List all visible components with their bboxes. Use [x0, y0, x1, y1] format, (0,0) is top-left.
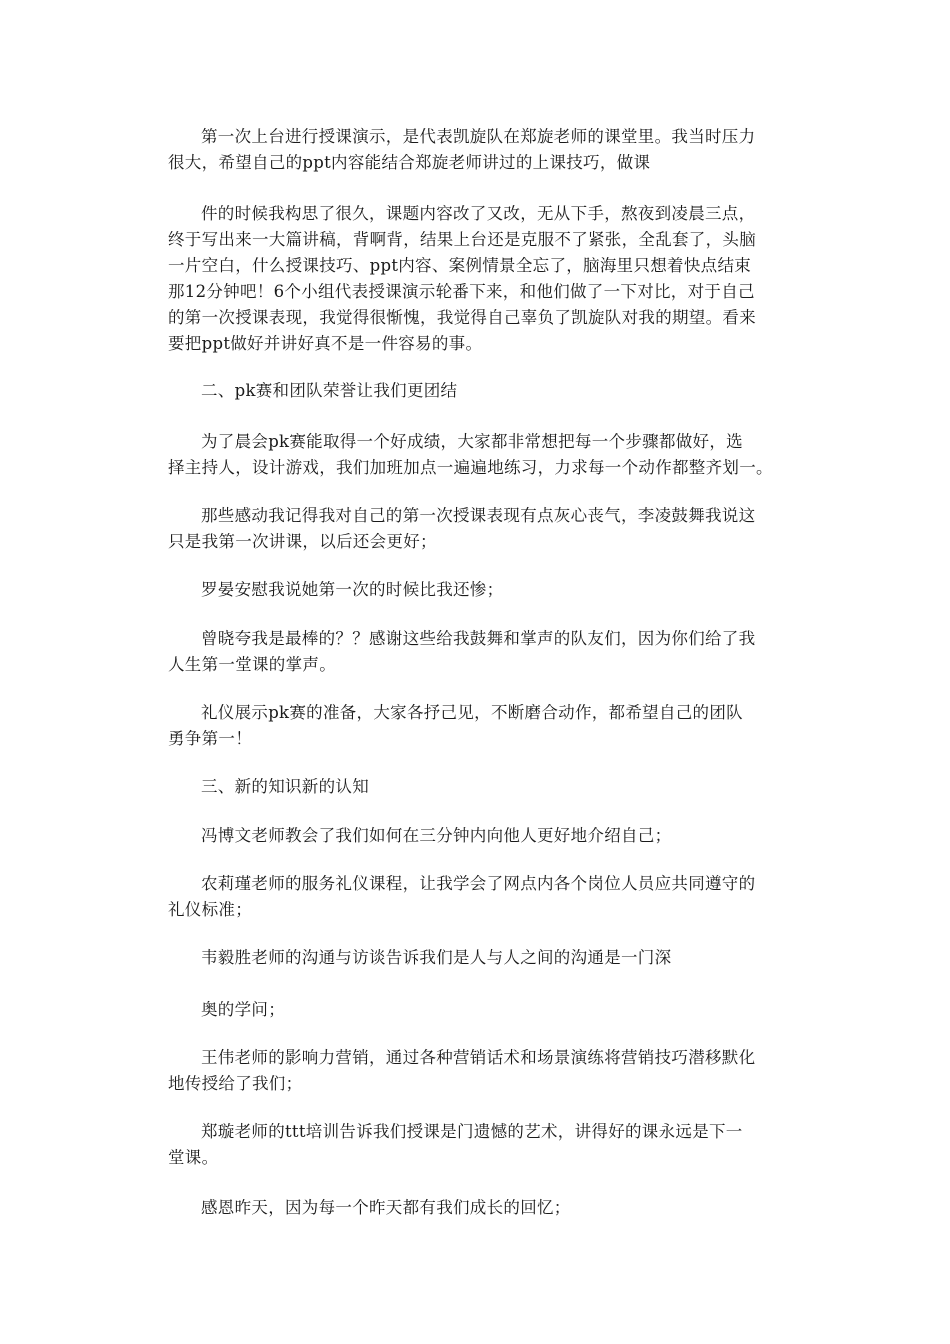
paragraph-line: 感恩昨天，因为每一个昨天都有我们成长的回忆；: [201, 1198, 571, 1217]
paragraph-line: 为了晨会pk赛能取得一个好成绩，大家都非常想把每一个步骤都做好，选: [201, 432, 743, 451]
paragraph-line: 农莉瑾老师的服务礼仪课程，让我学会了网点内各个岗位人员应共同遵守的: [201, 874, 756, 893]
section-heading: 三、新的知识新的认知: [201, 777, 369, 796]
paragraph-line: 终于写出来一大篇讲稿，背啊背，结果上台还是克服不了紧张，全乱套了，头脑: [168, 230, 756, 249]
paragraph-line: 王伟老师的影响力营销，通过各种营销话术和场景演练将营销技巧潜移默化: [201, 1048, 756, 1067]
paragraph-line: 罗晏安慰我说她第一次的时候比我还惨；: [201, 580, 504, 599]
paragraph-line: 那12分钟吧！6个小组代表授课演示轮番下来，和他们做了一下对比，对于自己: [168, 282, 755, 301]
paragraph-line: 曾晓夸我是最棒的？？感谢这些给我鼓舞和掌声的队友们，因为你们给了我: [201, 629, 756, 648]
paragraph-line: 很大，希望自己的ppt内容能结合郑旋老师讲过的上课技巧，做课: [168, 153, 651, 172]
paragraph-line: 只是我第一次讲课，以后还会更好；: [168, 532, 437, 551]
paragraph-line: 要把ppt做好并讲好真不是一件容易的事。: [168, 334, 483, 353]
paragraph-line: 堂课。: [168, 1148, 219, 1167]
paragraph-line: 择主持人，设计游戏，我们加班加点一遍遍地练习，力求每一个动作都整齐划一。: [168, 458, 773, 477]
paragraph-line: 礼仪展示pk赛的准备，大家各抒己见，不断磨合动作，都希望自己的团队: [201, 703, 743, 722]
paragraph-line: 那些感动我记得我对自己的第一次授课表现有点灰心丧气，李凌鼓舞我说这: [201, 506, 756, 525]
paragraph-line: 第一次上台进行授课演示，是代表凯旋队在郑旋老师的课堂里。我当时压力: [201, 127, 756, 146]
paragraph-line: 人生第一堂课的掌声。: [168, 655, 336, 674]
paragraph-line: 地传授给了我们；: [168, 1074, 303, 1093]
paragraph-line: 的第一次授课表现，我觉得很惭愧，我觉得自己辜负了凯旋队对我的期望。看来: [168, 308, 756, 327]
paragraph-line: 冯博文老师教会了我们如何在三分钟内向他人更好地介绍自己；: [201, 826, 672, 845]
paragraph-line: 韦毅胜老师的沟通与访谈告诉我们是人与人之间的沟通是一门深: [201, 948, 672, 967]
paragraph-line: 郑璇老师的ttt培训告诉我们授课是门遗憾的艺术，讲得好的课永远是下一: [201, 1122, 743, 1141]
paragraph-line: 一片空白，什么授课技巧、ppt内容、案例情景全忘了，脑海里只想着快点结束: [168, 256, 752, 275]
paragraph-line: 奥的学问；: [201, 1000, 285, 1019]
section-heading: 二、pk赛和团队荣誉让我们更团结: [201, 381, 458, 400]
paragraph-line: 勇争第一！: [168, 729, 252, 748]
paragraph-line: 件的时候我构思了很久，课题内容改了又改，无从下手，熬夜到凌晨三点，: [201, 204, 756, 223]
paragraph-line: 礼仪标准；: [168, 900, 252, 919]
